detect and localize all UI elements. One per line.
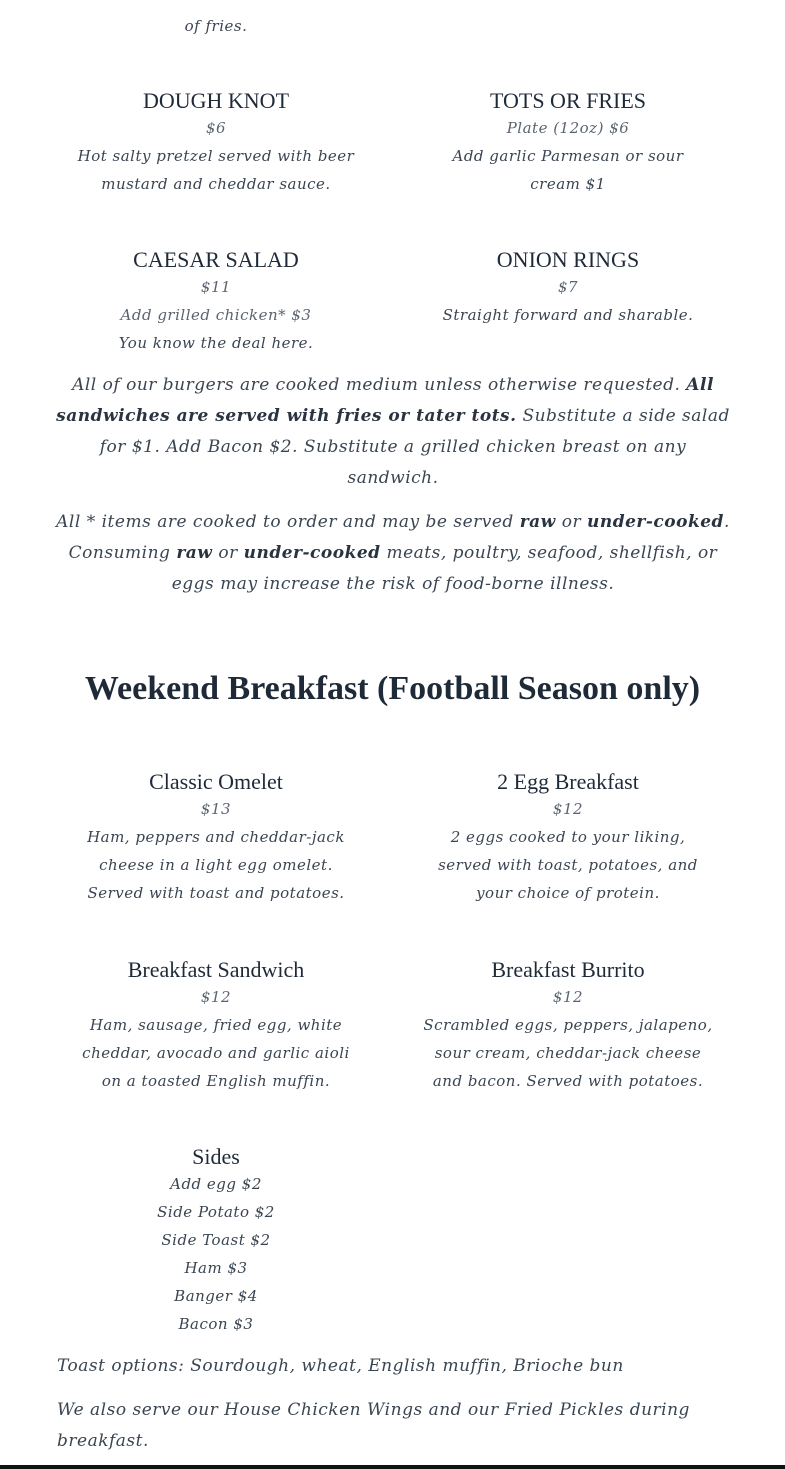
warning-text: or [555, 512, 587, 532]
warning-text: . Consuming [68, 512, 730, 563]
raw-food-warning [52, 507, 734, 600]
item-name: TOTS OR FRIES [489, 88, 647, 113]
menu-item-breakfast-sandwich [51, 957, 381, 1095]
item-name: Sides [192, 1144, 240, 1169]
menu-item-caesar-salad [51, 247, 381, 357]
item-name: ONION RINGS [496, 247, 640, 272]
item-price: $12 [200, 988, 232, 1006]
list-item: Banger $4 [174, 1287, 258, 1305]
item-name: Breakfast Sandwich [127, 957, 305, 982]
item-price: Plate (12oz) $6 [506, 119, 630, 137]
menu-item-breakfast-burrito [403, 957, 733, 1095]
warning-bold-text: under-cooked [586, 512, 724, 532]
top-fragment-row [0, 0, 785, 34]
item-description: on a toasted English muffin. [101, 1072, 331, 1090]
item-price: $11 [200, 278, 232, 296]
warning-bold-text: under-cooked [243, 543, 381, 563]
toast-options: Toast options: Sourdough, wheat, English muffin, Brioche bun [57, 1356, 624, 1376]
list-item: Side Potato $2 [157, 1203, 275, 1221]
item-description: Add garlic Parmesan or sour [452, 147, 684, 165]
item-description: and bacon. Served with potatoes. [432, 1072, 704, 1090]
notice-text: All of our burgers are cooked medium unless otherwise requested. [72, 375, 687, 395]
warning-bold-text: raw [519, 512, 556, 532]
warning-text: All * items are cooked to order and may be served [56, 512, 520, 532]
item-description: 2 eggs cooked to your liking, [450, 828, 686, 846]
burger-notice [52, 370, 734, 494]
item-addon: Add grilled chicken* $3 [120, 306, 312, 324]
item-description: cheese in a light egg omelet. [99, 856, 333, 874]
item-price: $7 [557, 278, 579, 296]
item-description: Ham, sausage, fried egg, white [89, 1016, 343, 1034]
item-description: Scrambled eggs, peppers, jalapeno, [423, 1016, 713, 1034]
item-description: served with toast, potatoes, and [438, 856, 698, 874]
item-description: cream $1 [530, 175, 606, 193]
item-description: your choice of protein. [476, 884, 660, 902]
list-item: Ham $3 [184, 1259, 248, 1277]
warning-text: meats, poultry, seafood, shellfish, or eggs may increase the risk of food-borne illness. [171, 543, 718, 594]
item-description: mustard and cheddar sauce. [101, 175, 331, 193]
notice-bold-text: All sandwiches are served with fries or tater tots. [56, 375, 714, 426]
notice-text: Substitute a side salad for $1. Add Bacon $2. Substitute a grilled chicken breast on any sandwich. [99, 406, 730, 488]
item-description: Straight forward and sharable. [442, 306, 694, 324]
item-price: $13 [200, 800, 232, 818]
menu-item-tots-or-fries [403, 88, 733, 198]
item-price: $12 [552, 988, 584, 1006]
item-name: DOUGH KNOT [142, 88, 290, 113]
sides-list [51, 1170, 381, 1338]
top-fragment-left: of fries. [184, 17, 248, 35]
menu-item-onion-rings [403, 247, 733, 329]
item-description: Served with toast and potatoes. [87, 884, 345, 902]
also-serve-note: We also serve our House Chicken Wings and our Fried Pickles during breakfast. [57, 1400, 690, 1451]
item-description: Hot salty pretzel served with beer [77, 147, 355, 165]
item-price: $12 [552, 800, 584, 818]
warning-text: or [212, 543, 244, 563]
item-description: You know the deal here. [118, 334, 314, 352]
item-name: 2 Egg Breakfast [497, 769, 639, 794]
list-item: Add egg $2 [170, 1175, 262, 1193]
bottom-border [0, 1465, 785, 1469]
menu-item-2-egg-breakfast [403, 769, 733, 907]
item-description: cheddar, avocado and garlic aioli [82, 1044, 350, 1062]
menu-item-sides [51, 1144, 381, 1338]
warning-bold-text: raw [176, 543, 213, 563]
item-price: $6 [205, 119, 227, 137]
menu-item-classic-omelet [51, 769, 381, 907]
list-item: Bacon $3 [178, 1315, 254, 1333]
item-description: Ham, peppers and cheddar-jack [87, 828, 345, 846]
item-description: sour cream, cheddar-jack cheese [434, 1044, 702, 1062]
section-title-weekend-breakfast: Weekend Breakfast (Football Season only) [84, 670, 701, 707]
item-name: CAESAR SALAD [133, 247, 299, 272]
list-item: Side Toast $2 [161, 1231, 271, 1249]
item-name: Classic Omelet [149, 769, 283, 794]
menu-item-dough-knot [51, 88, 381, 198]
item-name: Breakfast Burrito [491, 957, 645, 982]
